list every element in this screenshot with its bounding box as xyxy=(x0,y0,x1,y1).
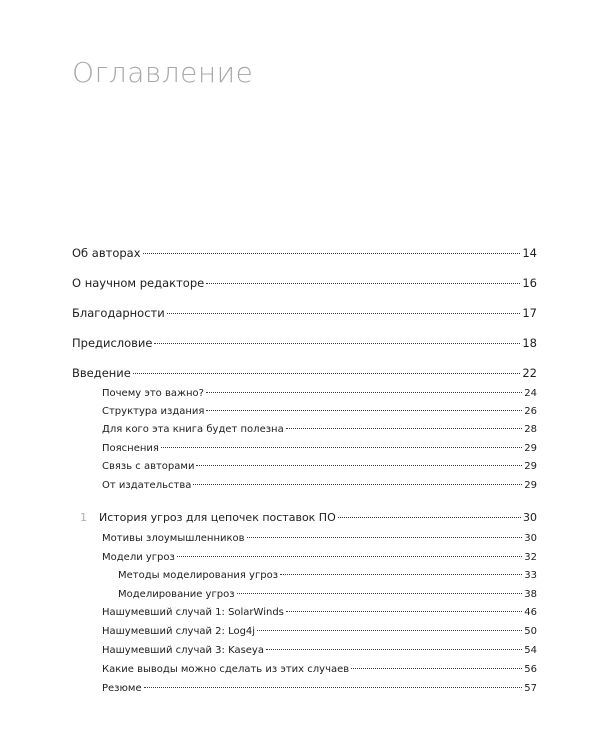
toc-subentry[interactable] xyxy=(102,552,537,563)
toc-subentry[interactable] xyxy=(102,461,537,472)
leader-dots xyxy=(257,630,522,631)
leader-dots xyxy=(196,465,522,466)
toc-entry-label: Модели угроз xyxy=(102,552,175,563)
toc-entry[interactable] xyxy=(72,276,537,290)
toc-entry-page: 26 xyxy=(524,406,537,417)
toc-entry-page: 14 xyxy=(522,246,537,260)
toc-subsubentry[interactable] xyxy=(118,589,537,600)
toc-entry-page: 46 xyxy=(524,607,537,618)
toc-entry-label: Моделирование угроз xyxy=(118,589,235,600)
toc-subentry[interactable] xyxy=(102,533,537,544)
toc-subentry[interactable] xyxy=(102,443,537,454)
toc-entry-page: 29 xyxy=(524,461,537,472)
leader-dots xyxy=(206,392,522,393)
toc-entry-page: 29 xyxy=(524,443,537,454)
leader-dots xyxy=(133,373,521,374)
leader-dots xyxy=(280,574,522,575)
toc-entry-label: О научном редакторе xyxy=(72,276,205,290)
toc-entry-page: 56 xyxy=(524,664,537,675)
toc-entry-label: Почему это важно? xyxy=(102,388,204,399)
leader-dots xyxy=(286,611,522,612)
chapter-number: 1 xyxy=(80,511,87,524)
toc-entry-label: Нашумевший случай 2: Log4j xyxy=(102,626,256,637)
toc-entry-label: История угроз для цепочек поставок ПО xyxy=(99,511,336,524)
toc-entry-label: Структура издания xyxy=(102,406,205,417)
toc-subentry[interactable] xyxy=(102,388,537,399)
toc-entry[interactable] xyxy=(72,336,537,350)
leader-dots xyxy=(286,428,523,429)
toc-entry-page: 24 xyxy=(524,388,537,399)
toc-entry-label: Нашумевший случай 3: Kaseya xyxy=(102,645,264,656)
leader-dots xyxy=(143,253,521,254)
toc-subentry[interactable] xyxy=(102,424,537,435)
toc-entry-label: Введение xyxy=(72,366,131,380)
toc-subentry[interactable] xyxy=(102,406,537,417)
toc-entry-label: Резюме xyxy=(102,683,142,694)
leader-dots xyxy=(193,484,522,485)
toc-entry-label: Об авторах xyxy=(72,246,141,260)
leader-dots xyxy=(338,517,521,518)
leader-dots xyxy=(266,649,522,650)
toc-entry-label: Благодарности xyxy=(72,306,165,320)
leader-dots xyxy=(351,668,522,669)
toc-entry[interactable] xyxy=(72,306,537,320)
toc-subentry[interactable] xyxy=(102,664,537,675)
toc-entry-label: Мотивы злоумышленников xyxy=(102,533,245,544)
leader-dots xyxy=(167,313,521,314)
leader-dots xyxy=(247,537,523,538)
toc-entry-label: Пояснения xyxy=(102,443,159,454)
leader-dots xyxy=(177,556,522,557)
toc-entry-page: 33 xyxy=(524,570,537,581)
toc-entry-page: 29 xyxy=(524,480,537,491)
toc-entry-label: Методы моделирования угроз xyxy=(118,570,279,581)
leader-dots xyxy=(154,343,520,344)
toc-subentry[interactable] xyxy=(102,480,537,491)
toc-chapter-entry[interactable] xyxy=(80,511,537,524)
toc-entry-label: Для кого эта книга будет полезна xyxy=(102,424,284,435)
toc-entry-page: 38 xyxy=(524,589,537,600)
toc-entry-page: 18 xyxy=(522,336,537,350)
leader-dots xyxy=(144,687,523,688)
toc-entry-page: 16 xyxy=(522,276,537,290)
page-title: Оглавление xyxy=(72,56,254,89)
toc-entry-label: Связь с авторами xyxy=(102,461,195,472)
toc-entry-page: 22 xyxy=(522,366,537,380)
toc-entry-page: 50 xyxy=(524,626,537,637)
toc-entry-page: 28 xyxy=(524,424,537,435)
toc-entry-page: 17 xyxy=(522,306,537,320)
toc-entry-label: Какие выводы можно сделать из этих случаев xyxy=(102,664,350,675)
toc-entry-label: От издательства xyxy=(102,480,192,491)
leader-dots xyxy=(206,283,520,284)
toc-entry-page: 30 xyxy=(523,511,537,524)
leader-dots xyxy=(206,410,522,411)
toc-entry-page: 54 xyxy=(524,645,537,656)
toc-entry[interactable] xyxy=(72,246,537,260)
toc-entry[interactable] xyxy=(72,366,537,380)
toc-subentry[interactable] xyxy=(102,626,537,637)
leader-dots xyxy=(237,593,523,594)
toc-entry-label: Нашумевший случай 1: SolarWinds xyxy=(102,607,284,618)
leader-dots xyxy=(161,447,522,448)
toc-subentry[interactable] xyxy=(102,683,537,694)
toc-subsubentry[interactable] xyxy=(118,570,537,581)
toc-entry-page: 30 xyxy=(524,533,537,544)
toc-entry-label: Предисловие xyxy=(72,336,153,350)
toc-subentry[interactable] xyxy=(102,645,537,656)
toc-subentry[interactable] xyxy=(102,607,537,618)
toc-entry-page: 32 xyxy=(524,552,537,563)
toc-entry-page: 57 xyxy=(524,683,537,694)
